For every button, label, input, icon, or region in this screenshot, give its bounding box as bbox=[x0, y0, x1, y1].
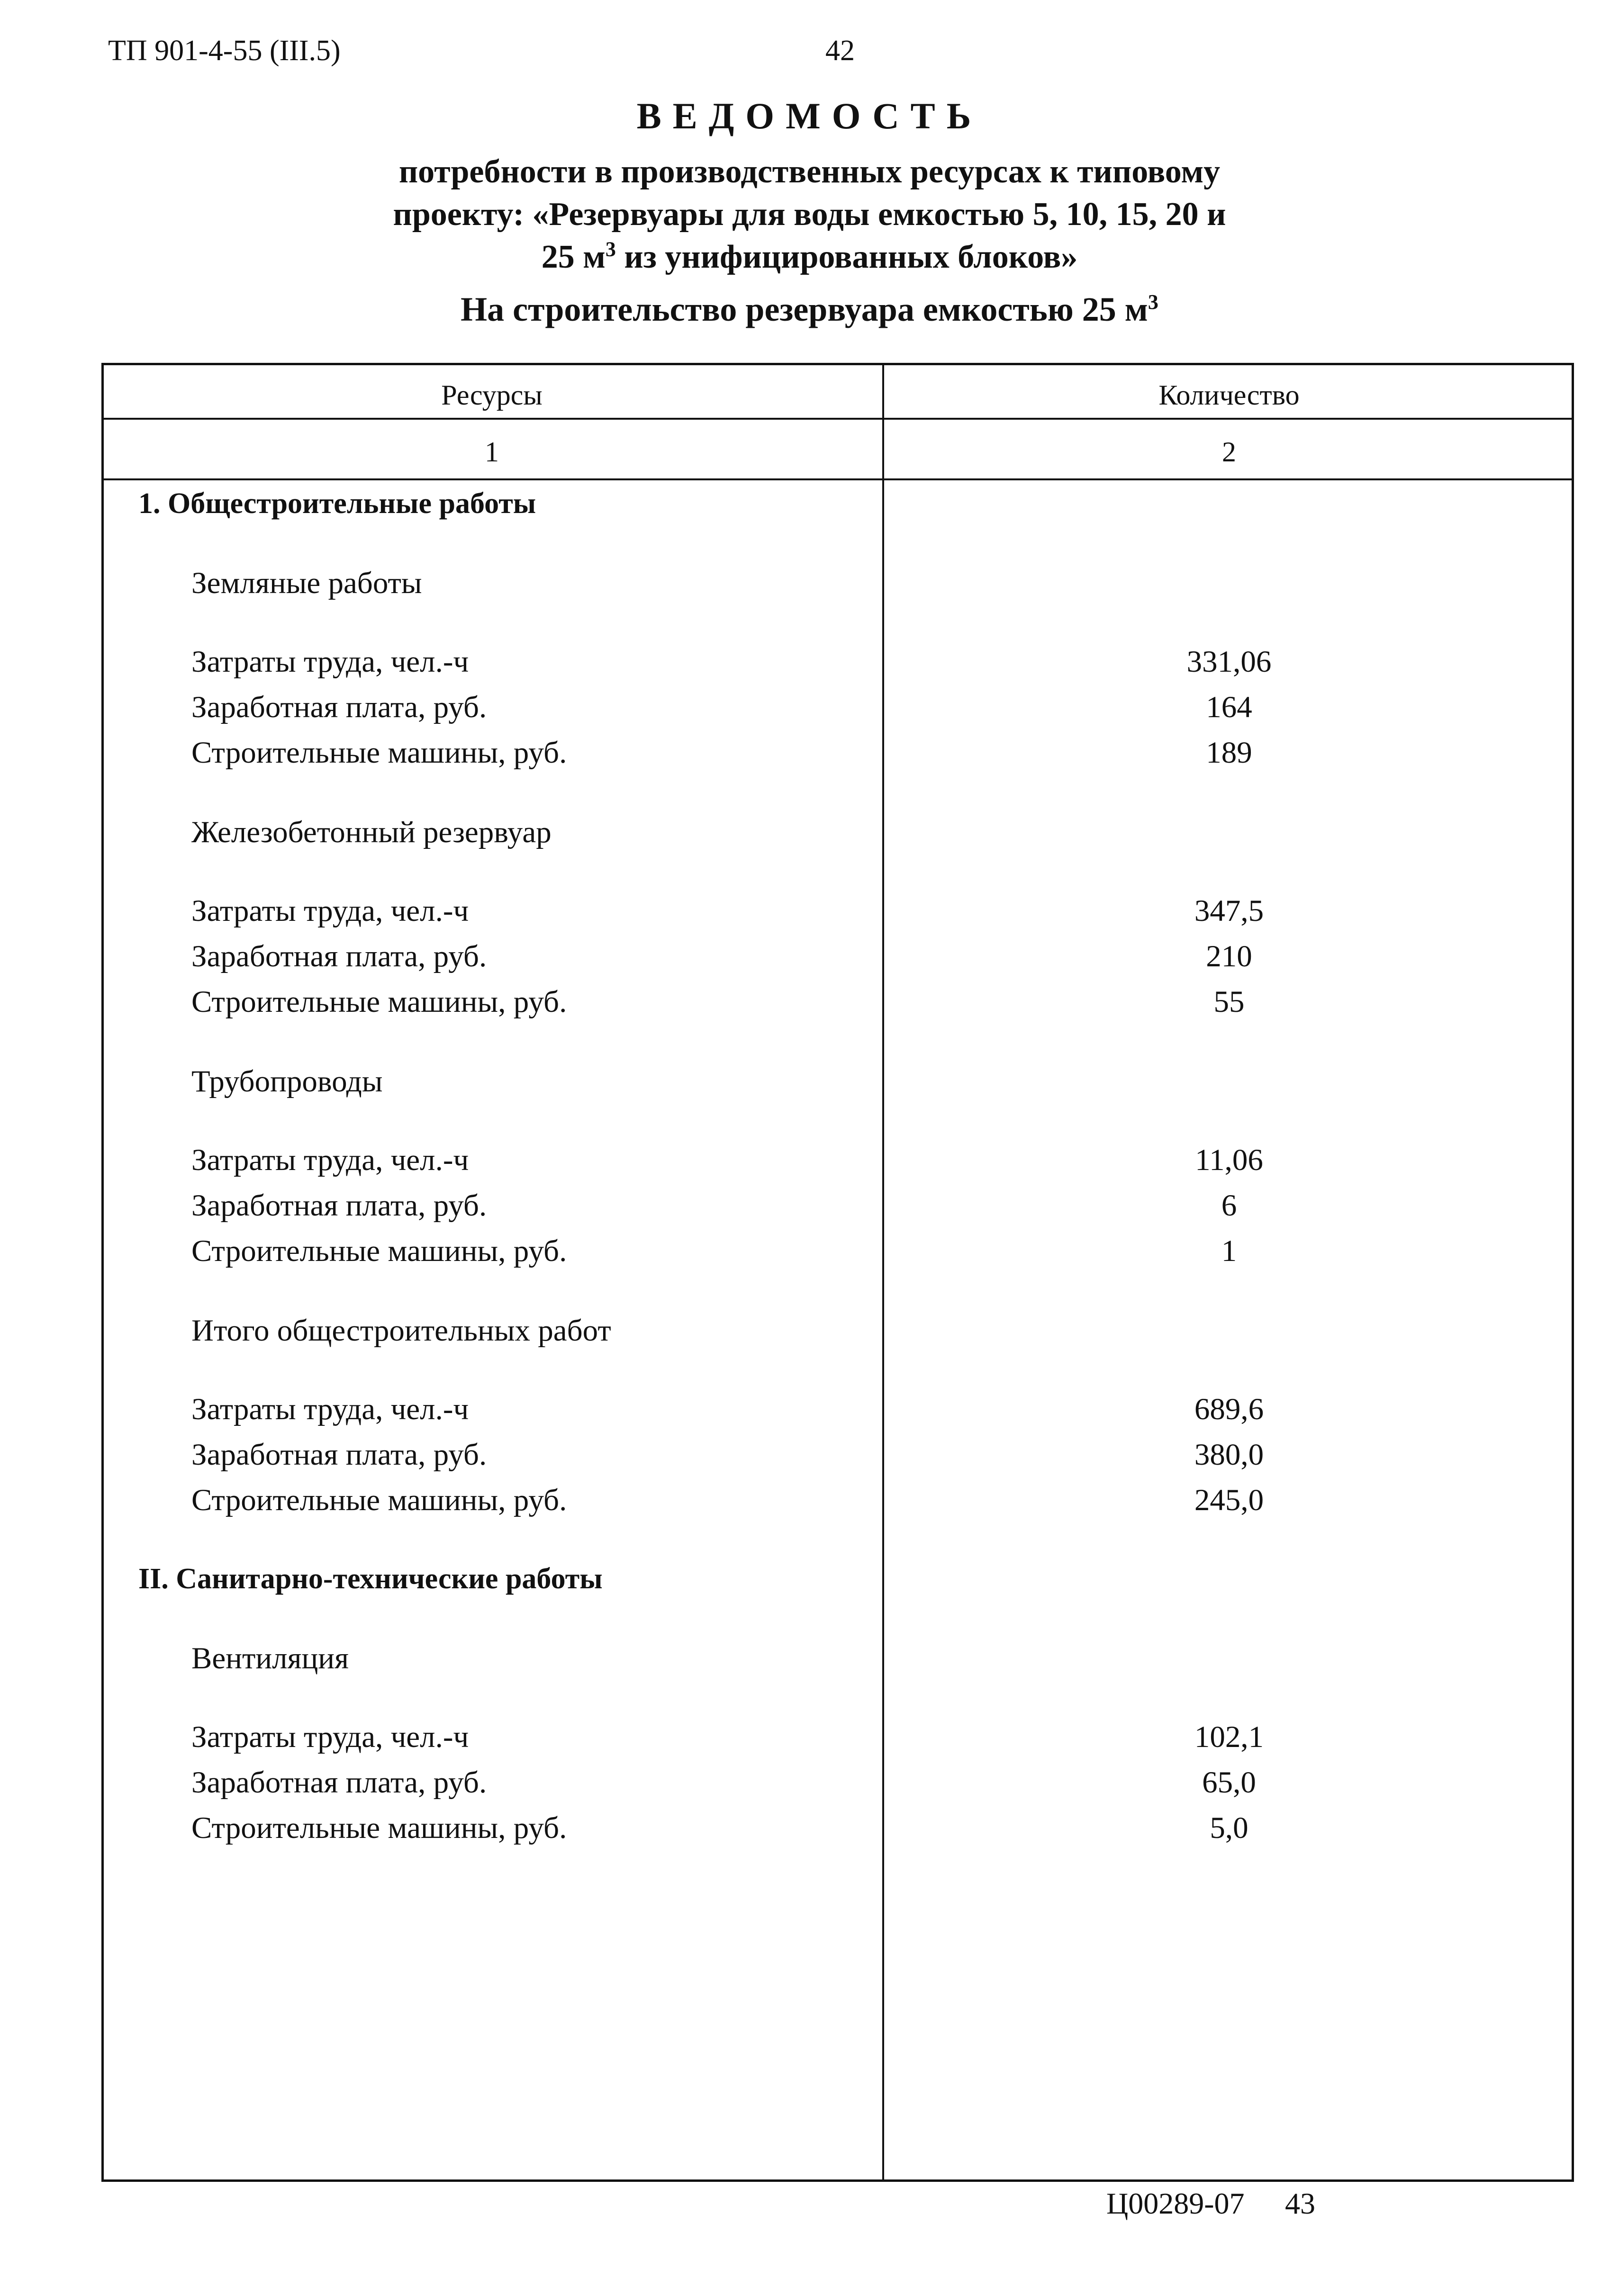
row-label: Затраты труда, чел.-ч bbox=[191, 645, 469, 679]
row-value: 6 bbox=[1221, 1189, 1237, 1223]
number-row-divider bbox=[101, 478, 1574, 480]
table-row bbox=[101, 1184, 1574, 1230]
row-value: 210 bbox=[1206, 939, 1252, 973]
row-value: 380,0 bbox=[1194, 1438, 1264, 1472]
table-row bbox=[101, 1637, 1574, 1683]
row-label: Затраты труда, чел.-ч bbox=[191, 1720, 469, 1754]
table-row bbox=[101, 731, 1574, 777]
table-row bbox=[101, 1716, 1574, 1761]
subtitle-line-3-post: из унифицированных блоков» bbox=[615, 239, 1078, 275]
subtitle-line-1: потребности в производственных ресурсах к типовому bbox=[398, 153, 1221, 190]
column-number-1: 1 bbox=[485, 436, 499, 468]
row-label: Итого общестроительных работ bbox=[191, 1314, 611, 1348]
footer-page-number: 43 bbox=[1285, 2187, 1315, 2220]
table-row bbox=[101, 935, 1574, 981]
row-label: Затраты труда, чел.-ч bbox=[191, 1143, 469, 1177]
table-row bbox=[101, 1433, 1574, 1479]
subtitle-superscript: 3 bbox=[605, 237, 616, 261]
header-divider bbox=[101, 418, 1574, 420]
row-value: 5,0 bbox=[1210, 1811, 1248, 1845]
table-body bbox=[101, 483, 1574, 1852]
row-label: Затраты труда, чел.-ч bbox=[191, 1392, 469, 1426]
row-value: 164 bbox=[1206, 690, 1252, 724]
row-value: 102,1 bbox=[1194, 1720, 1264, 1754]
row-value: 1 bbox=[1221, 1234, 1237, 1268]
table-row bbox=[101, 890, 1574, 935]
row-label: Трубопроводы bbox=[191, 1064, 383, 1098]
subtitle-line-3 bbox=[0, 236, 1619, 279]
row-label: Железобетонный резервуар bbox=[191, 815, 552, 849]
row-label: Строительные машины, руб. bbox=[191, 1483, 567, 1517]
row-label: Строительные машины, руб. bbox=[191, 1234, 567, 1268]
row-label: Заработная плата, руб. bbox=[191, 690, 487, 724]
table-row bbox=[101, 1807, 1574, 1852]
column-header-resources: Ресурсы bbox=[441, 379, 543, 411]
column-number-2: 2 bbox=[1222, 436, 1236, 468]
table-row bbox=[101, 1060, 1574, 1106]
column-header-quantity: Количество bbox=[1158, 379, 1300, 411]
row-value: 331,06 bbox=[1186, 645, 1272, 679]
table-row bbox=[101, 1388, 1574, 1433]
row-label: Заработная плата, руб. bbox=[191, 939, 487, 973]
table-row bbox=[101, 811, 1574, 856]
row-label: II. Санитарно-технические работы bbox=[138, 1563, 603, 1595]
row-label: Строительные машины, руб. bbox=[191, 1811, 567, 1845]
footer-code: Ц00289-07 bbox=[1106, 2187, 1245, 2220]
document-title: ВЕДОМОСТЬ bbox=[636, 95, 983, 136]
row-value: 189 bbox=[1206, 736, 1252, 770]
table-row bbox=[101, 1139, 1574, 1184]
table-row bbox=[101, 640, 1574, 686]
row-label: Заработная плата, руб. bbox=[191, 1189, 487, 1223]
row-label: 1. Общестроительные работы bbox=[138, 487, 536, 520]
row-value: 245,0 bbox=[1194, 1483, 1264, 1517]
table-row bbox=[101, 483, 1574, 529]
row-label: Заработная плата, руб. bbox=[191, 1438, 487, 1472]
row-value: 689,6 bbox=[1194, 1392, 1264, 1426]
document-code: ТП 901-4-55 (III.5) bbox=[108, 35, 341, 67]
section-heading-text: На строительство резервуара емкостью 25 м bbox=[461, 290, 1148, 328]
table-row bbox=[101, 562, 1574, 607]
row-label: Вентиляция bbox=[191, 1641, 349, 1675]
table-row bbox=[101, 1230, 1574, 1275]
table-row bbox=[101, 1761, 1574, 1807]
document-subtitle bbox=[0, 151, 1619, 279]
row-label: Строительные машины, руб. bbox=[191, 985, 567, 1019]
row-label: Земляные работы bbox=[191, 566, 422, 600]
subtitle-line-3-pre: 25 м bbox=[541, 239, 606, 275]
table-row bbox=[101, 981, 1574, 1026]
table-row bbox=[101, 686, 1574, 731]
table-row bbox=[101, 1479, 1574, 1524]
section-heading bbox=[0, 290, 1619, 329]
row-value: 347,5 bbox=[1194, 894, 1264, 928]
row-label: Строительные машины, руб. bbox=[191, 736, 567, 770]
row-value: 11,06 bbox=[1195, 1143, 1263, 1177]
row-value: 55 bbox=[1213, 985, 1245, 1019]
section-heading-superscript: 3 bbox=[1148, 290, 1158, 314]
row-value: 65,0 bbox=[1202, 1765, 1256, 1800]
page-number: 42 bbox=[825, 35, 855, 67]
row-label: Затраты труда, чел.-ч bbox=[191, 894, 469, 928]
table-row bbox=[101, 1558, 1574, 1604]
table-row bbox=[101, 1309, 1574, 1355]
row-label: Заработная плата, руб. bbox=[191, 1765, 487, 1800]
subtitle-line-2: проекту: «Резервуары для воды емкостью 5, 10, 15, 20 и bbox=[393, 196, 1226, 233]
